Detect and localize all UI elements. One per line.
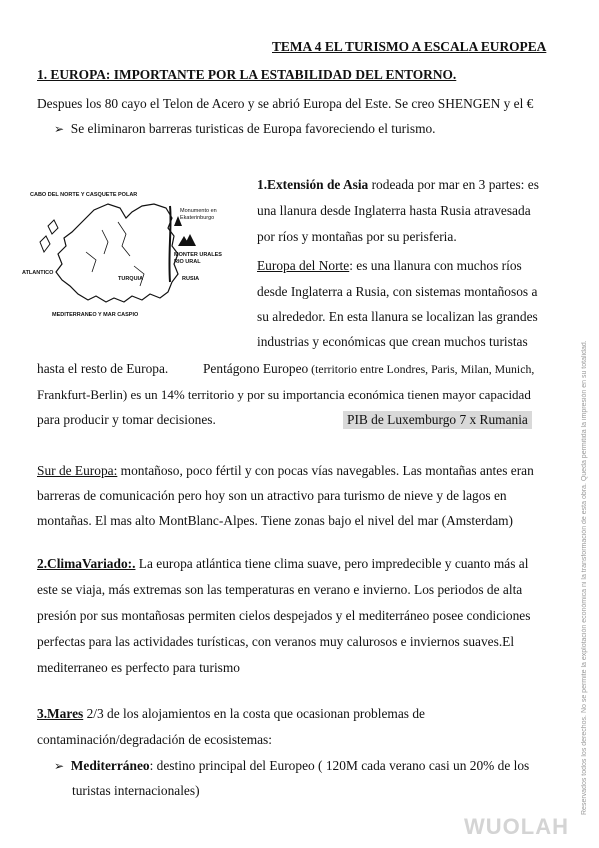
extension-line-1 [257,177,539,193]
extension-line-3: por ríos y montañas por su perisferia. [257,229,457,244]
map-label-south: MEDITERRANEO Y MAR CASPIO [52,312,139,318]
europe-map-svg [22,182,244,324]
intro-paragraph: Despues los 80 cayo el Telon de Acero y se abrió Europa del Este. Se creo SHENGEN y el € [37,96,534,111]
seas-heading: 3.Mares [37,706,84,721]
extension-heading: 1.Extensión de Asia [257,177,369,192]
seas-bullet-label: Mediterráneo [70,758,150,773]
south-line-1 [37,463,534,479]
section-heading-1: 1. EUROPA: IMPORTANTE POR LA ESTABILIDAD DEL ENTORNO. [37,67,457,82]
map-label-russia: RUSIA [182,276,200,282]
british-isles-shape [40,220,58,252]
south-text-1: montañoso, poco fértil y con pocas vías navegables. Las montañas antes eran [117,463,534,478]
ural-line-shape [169,206,170,282]
map-label-north: CABO DEL NORTE Y CASQUETE POLAR [30,192,138,198]
climate-line-4: perfectas para las actividades turísticas, con veranos muy calurosos e inviernos suaves.El [37,634,515,649]
north-text-1: : es una llanura con muchos ríos [349,258,522,273]
north-label: Europa del Norte [257,258,350,273]
climate-line-3: presión por sus montañosas permiten cielos despejados y el mediterráneo posee condiciones [37,608,531,623]
climate-line-1 [37,556,528,572]
map-label-city: Ekaterinburgo [180,215,215,221]
north-line-3: su alrededor. En esta llanura se localizan las grandes [257,309,538,324]
north-text-5: hasta el resto de Europa. [37,361,169,376]
map-label-turkey: TURQUIA [118,276,144,282]
south-label: Sur de Europa: [37,463,118,478]
seas-text-1: 2/3 de los alojamientos en la costa que ocasionan problemas de [83,706,425,721]
seas-bullet [54,758,529,774]
bullet-item [54,121,436,137]
seas-bullet-line-2: turistas internacionales) [72,783,200,798]
climate-line-5: mediterraneo es perfecto para turismo [37,660,240,675]
climate-text-1: La europa atlántica tiene clima suave, pero impredecible y cuanto más al [135,556,529,571]
climate-heading: 2.ClimaVariado:. [37,556,136,571]
pentagon-label: Pentágono Europeo [202,361,309,376]
wuolah-watermark-logo: WUOLAH [464,814,569,839]
north-line-2: desde Inglaterra a Rusia, con sistemas montañosos a [257,284,538,299]
map-label-mountains: MONTER URALES [174,252,222,258]
map-label-monument: Monumento en [180,208,217,214]
map-label-river: RIO URAL [174,259,201,265]
extension-text-1: rodeada por mar en 3 partes: es [368,177,539,192]
north-line-4: industrias y económicas que crean muchos turistas [257,334,528,349]
north-line-5 [37,361,534,377]
south-line-2: barreras de comunicación pero hoy son un atractivo para turismo de nieve y de lagos en [37,488,507,503]
south-line-3: montañas. El mas alto MontBlanc-Alpes. Tiene zonas bajo el nivel del mar (Amsterdam) [37,513,514,528]
side-legal-text: Reservados todos los derechos. No se permite la explotación económica ni la transformación de esta obra. Queda permitida la impresión en su totalidad. [581,340,588,815]
arrow-bullet-icon: ➢ [54,759,65,773]
document-title: TEMA 4 EL TURISMO A ESCALA EUROPEA [272,39,547,54]
seas-line-2: contaminación/degradación de ecosistemas: [37,732,272,747]
north-line-6: Frankfurt-Berlin) es un 14% territorio y por su importancia económica tienen mayor capacidad [37,387,531,402]
gdp-highlight: PIB de Luxemburgo 7 x Rumania [343,411,532,429]
arrow-bullet-icon: ➢ [54,122,65,136]
north-line-1 [257,258,522,274]
climate-line-2: este se viaja, más extremas son las temperaturas en verano e invierno. Los periodos de alta [37,582,523,597]
bullet-text: Se eliminaron barreras turisticas de Europa favoreciendo el turismo. [70,121,436,136]
europe-map-figure [22,182,244,324]
north-line-7 [37,412,216,428]
seas-bullet-text: : destino principal del Europeo ( 120M cada verano casi un 20% de los [149,758,530,773]
europe-outline-shape [56,204,178,302]
pentagon-detail: (territorio entre Londres, Paris, Milan, Munich, [308,362,535,376]
mountains-icon [178,234,196,246]
seas-line-1 [37,706,425,722]
north-text-7: para producir y tomar decisiones. [37,412,216,427]
map-label-atlantic: ATLANTICO [22,270,54,276]
extension-line-2: una llanura desde Inglaterra hasta Rusia atravesada [257,203,531,218]
